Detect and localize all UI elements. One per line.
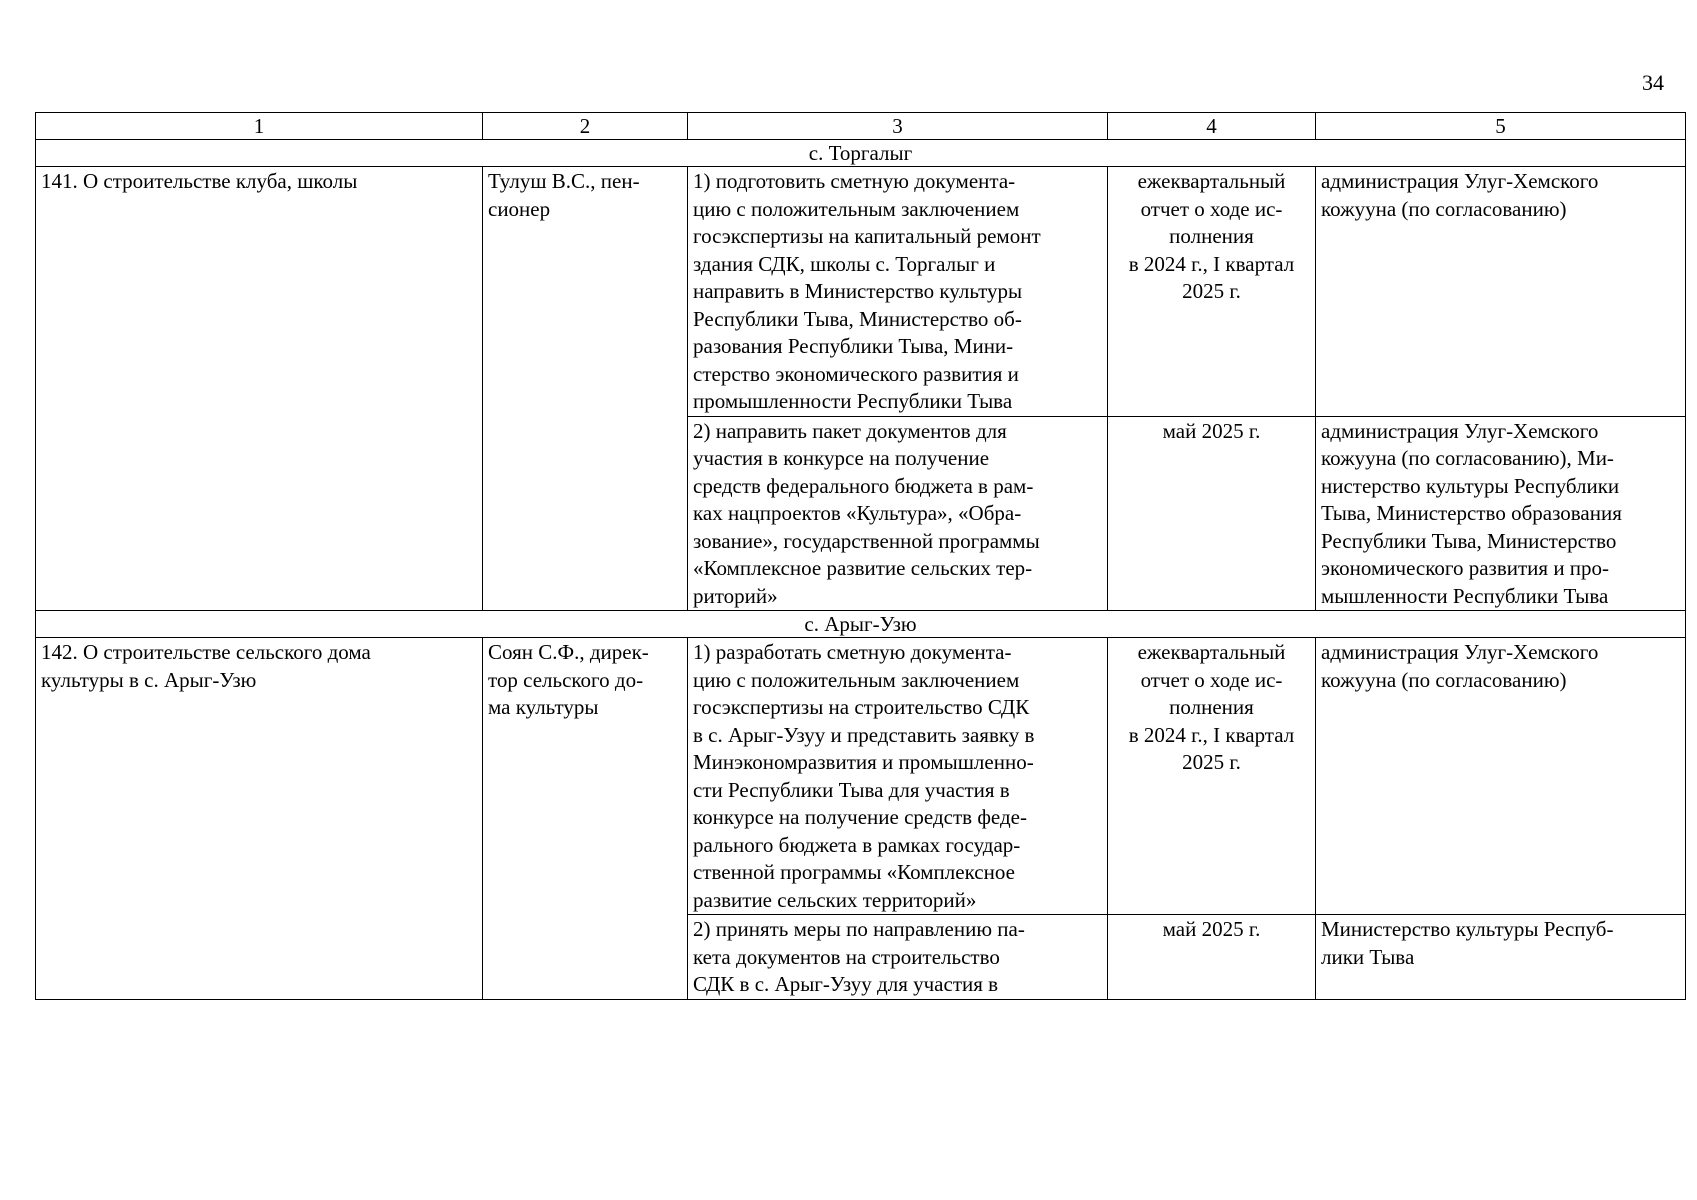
measure-responsible: Министерство культуры Респуб- лики Тыва [1316, 915, 1686, 1000]
measure-deadline: май 2025 г. [1108, 915, 1316, 1000]
section-row-torgalyg [36, 140, 1686, 167]
section-title: с. Арыг-Узю [36, 611, 1686, 638]
measure-responsible: администрация Улуг-Хемского кожууна (по согласованию), Ми- нистерство культуры Республики Тыва, Министерство образования Республики Тыва, Министерство экономического развития и про- мышленности Республики Тыва [1316, 416, 1686, 611]
measure-action: 2) направить пакет документов для участия в конкурсе на получение средств федерального бюджета в рам- ках нацпроектов «Культура», «Обра- зование», государственной программы «Комплексное развитие сельских тер- риторий» [688, 416, 1108, 611]
table-row [36, 638, 1686, 915]
column-header-1: 1 [36, 113, 483, 140]
column-header-4: 4 [1108, 113, 1316, 140]
column-header-row [36, 113, 1686, 140]
measure-deadline: ежеквартальный отчет о ходе ис- полнения в 2024 г., I квартал 2025 г. [1108, 638, 1316, 915]
measure-responsible: администрация Улуг-Хемского кожууна (по согласованию) [1316, 167, 1686, 417]
item-author-142: Соян С.Ф., дирек- тор сельского до- ма культуры [483, 638, 688, 1000]
item-title-142: 142. О строительстве сельского дома культуры в с. Арыг-Узю [36, 638, 483, 1000]
table-row [36, 167, 1686, 417]
measure-deadline: май 2025 г. [1108, 416, 1316, 611]
section-row-aryg-uzyu [36, 611, 1686, 638]
column-header-5: 5 [1316, 113, 1686, 140]
measure-action: 1) разработать сметную документа- цию с положительным заключением госэкспертизы на строительство СДК в с. Арыг-Узуу и представить заявку в Минэкономразвития и промышленно- сти Республики Тыва для участия в конкурсе на получение средств феде- рального бюджета в рамках государ- ственной программы «Комплексное развитие сельских территорий» [688, 638, 1108, 915]
measure-action: 1) подготовить сметную документа- цию с положительным заключением госэкспертизы на капитальный ремонт здания СДК, школы с. Торгалыг и направить в Министерство культуры Республики Тыва, Министерство об- разования Республики Тыва, Мини- стерство экономического развития и промышленности Республики Тыва [688, 167, 1108, 417]
measure-responsible: администрация Улуг-Хемского кожууна (по согласованию) [1316, 638, 1686, 915]
item-author-141: Тулуш В.С., пен- сионер [483, 167, 688, 611]
item-title-141: 141. О строительстве клуба, школы [36, 167, 483, 611]
page-number: 34 [1642, 70, 1664, 95]
column-header-3: 3 [688, 113, 1108, 140]
measures-table [35, 112, 1686, 1000]
measure-action: 2) принять меры по направлению па- кета документов на строительство СДК в с. Арыг-Узуу для участия в [688, 915, 1108, 1000]
column-header-2: 2 [483, 113, 688, 140]
measure-deadline: ежеквартальный отчет о ходе ис- полнения в 2024 г., I квартал 2025 г. [1108, 167, 1316, 417]
section-title: с. Торгалыг [36, 140, 1686, 167]
